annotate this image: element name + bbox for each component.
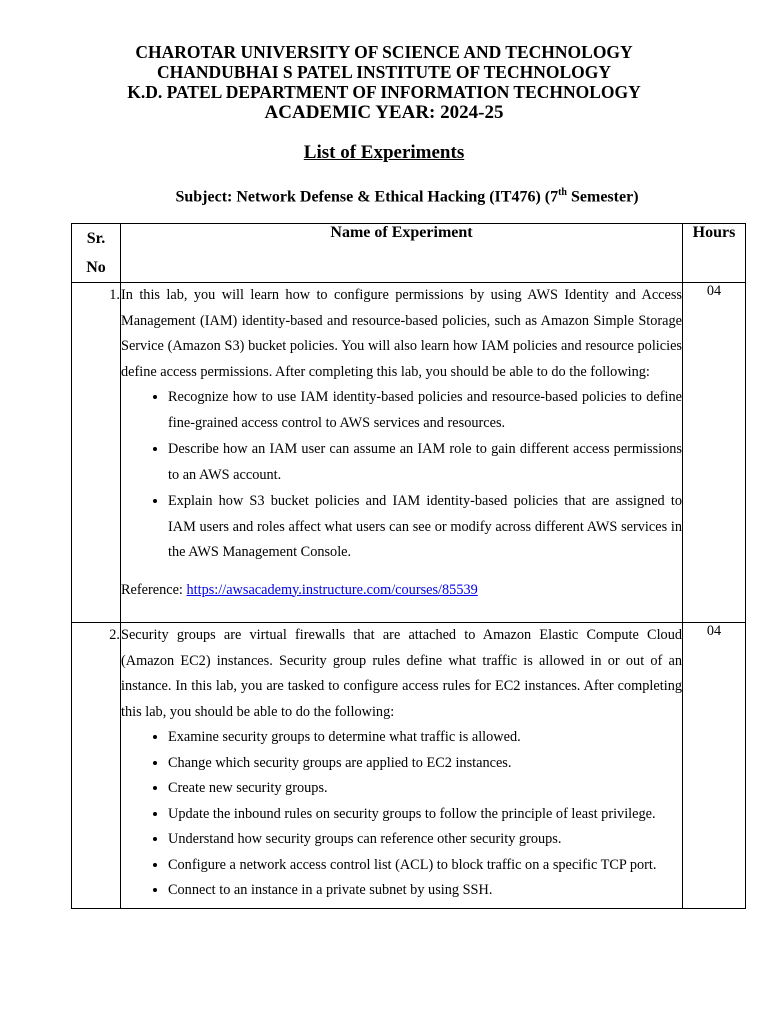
objective-item: • Create new security groups. [168,776,682,802]
institute-name: CHANDUBHAI S PATEL INSTITUTE OF TECHNOLOGY [157,62,611,82]
row-serial-number: 2. [72,623,121,909]
subject-suffix: Semester) [567,188,639,206]
objective-item: • Describe how an IAM user can assume an IAM role to gain different access permissions to an AWS account. [168,437,682,488]
subject-text: Subject: Network Defense & Ethical Hacking (IT476) (7 [175,188,559,206]
reference-label: Reference: [121,581,187,598]
header-hours: Hours [683,224,746,283]
experiment-hours: 04 [683,623,746,909]
experiment-objectives [121,725,682,904]
experiment-intro: In this lab, you will learn how to configure permissions by using AWS Identity and Access Management (IAM) identity-based and resource-based policies, such as Amazon Simple Storage Service (Amazon S3) bucket policies. You will also learn how IAM policies and resource policies define access permissions. After completing this lab, you should be able to do the following: [121,287,682,380]
list-title: List of Experiments [303,142,465,163]
objective-item: • Update the inbound rules on security groups to follow the principle of least privilege. [168,802,682,828]
objective-item: • Connect to an instance in a private subnet by using SSH. [168,878,682,904]
document-header [0,42,768,124]
objective-item: • Explain how S3 bucket policies and IAM identity-based policies that are assigned to IAM users and roles affect what users can see or modify across different AWS services in the AWS Management Console. [168,489,682,566]
experiments-table [71,223,746,909]
experiment-description [121,623,683,909]
table-row [72,623,746,909]
experiment-intro: Security groups are virtual firewalls that are attached to Amazon Elastic Compute Cloud (Amazon EC2) instances. Security group rules define what traffic is allowed in or out of an instance. In this lab, you are tasked to configure access rules for EC2 instances. After completing this lab, you should be able to do the following: [121,627,682,720]
table-header-row [72,224,746,283]
table-row [72,283,746,623]
objective-item: • Change which security groups are applied to EC2 instances. [168,751,682,777]
reference-line [121,578,682,604]
experiment-description [121,283,683,623]
objective-item: • Understand how security groups can reference other security groups. [168,827,682,853]
objective-item: • Examine security groups to determine what traffic is allowed. [168,725,682,751]
subject-superscript: th [558,187,567,198]
experiment-hours: 04 [683,283,746,623]
subject-line [0,183,768,207]
objective-item: • Configure a network access control list (ACL) to block traffic on a specific TCP port. [168,853,682,879]
header-sr-label: Sr. [86,230,106,247]
header-name-of-experiment: Name of Experiment [121,224,683,283]
department-name: K.D. PATEL DEPARTMENT OF INFORMATION TECHNOLOGY [127,82,641,102]
header-no-label: No [86,259,106,276]
objective-item: • Recognize how to use IAM identity-based policies and resource-based policies to define fine-grained access control to AWS services and resources. [168,385,682,436]
experiment-objectives [121,385,682,566]
reference-link[interactable]: https://awsacademy.instructure.com/courses/85539 [186,581,478,598]
row-serial-number: 1. [72,283,121,623]
header-sr-no [72,224,121,283]
academic-year: ACADEMIC YEAR: 2024-25 [264,102,504,123]
university-name: CHAROTAR UNIVERSITY OF SCIENCE AND TECHNOLOGY [135,42,633,62]
